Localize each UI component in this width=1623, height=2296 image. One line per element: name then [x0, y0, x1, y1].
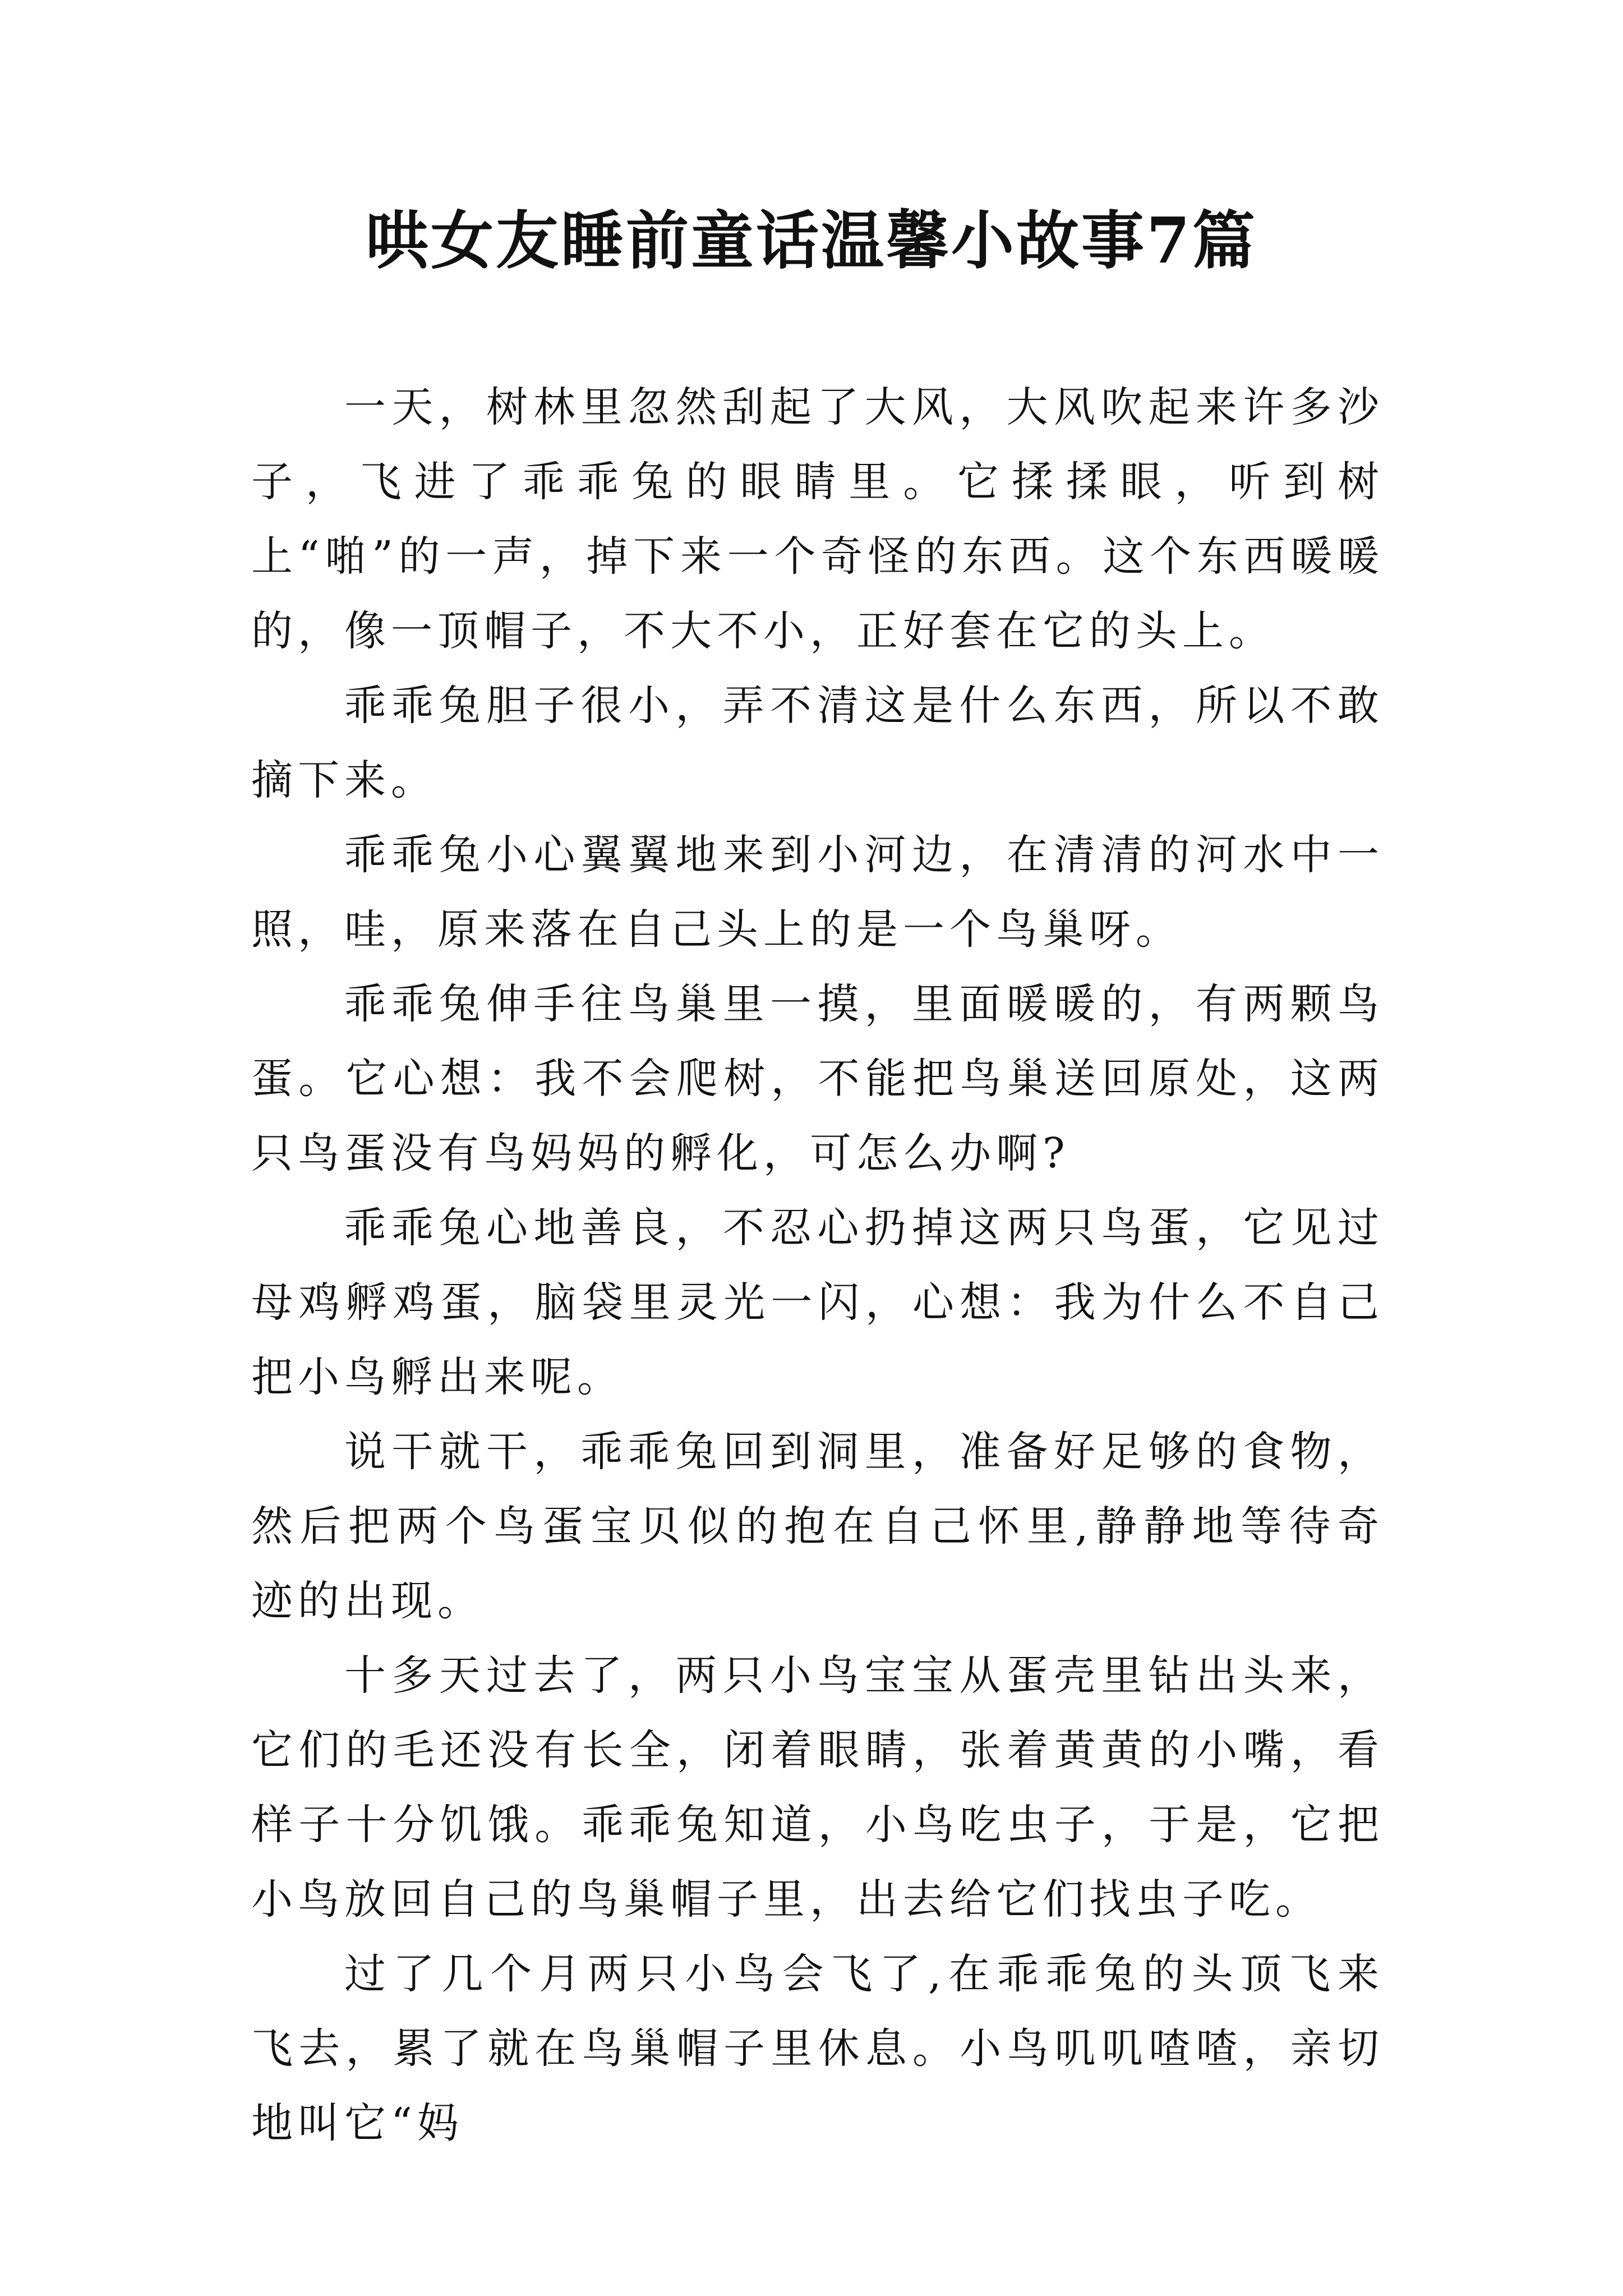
paragraph: 乖乖兔伸手往鸟巢里一摸，里面暖暖的，有两颗鸟蛋。它心想：我不会爬树，不能把鸟巢送回原处，这两只鸟蛋没有鸟妈妈的孵化，可怎么办啊? [251, 980, 1384, 1177]
paragraph: 说干就干，乖乖兔回到洞里，准备好足够的食物，然后把两个鸟蛋宝贝似的抱在自己怀里,静静地等待奇迹的出现。 [251, 1428, 1384, 1625]
paragraph: 乖乖兔心地善良，不忍心扔掉这两只鸟蛋，它见过母鸡孵鸡蛋，脑袋里灵光一闪，心想：我为什么不自己把小鸟孵出来呢。 [251, 1204, 1384, 1401]
document-title: 哄女友睡前童话温馨小故事7篇 [366, 204, 1257, 278]
paragraph: 乖乖兔小心翼翼地来到小河边，在清清的河水中一照，哇，原来落在自己头上的是一个鸟巢呀。 [251, 831, 1384, 954]
paragraph: 过了几个月两只小鸟会飞了,在乖乖兔的头顶飞来飞去，累了就在鸟巢帽子里休息。小鸟叽叽喳喳，亲切地叫它“妈 [251, 1950, 1384, 2147]
paragraph: 乖乖兔胆子很小，弄不清这是什么东西，所以不敢摘下来。 [251, 682, 1384, 804]
paragraph: 一天，树林里忽然刮起了大风，大风吹起来许多沙子，飞进了乖乖兔的眼睛里。它揉揉眼，听到树上“啪”的一声，掉下来一个奇怪的东西。这个东西暖暖的，像一顶帽子，不大不小，正好套在它的头上。 [251, 383, 1384, 655]
document-body [251, 370, 1384, 2161]
paragraph: 十多天过去了，两只小鸟宝宝从蛋壳里钻出头来，它们的毛还没有长全，闭着眼睛，张着黄黄的小嘴，看样子十分饥饿。乖乖兔知道，小鸟吃虫子，于是，它把小鸟放回自己的鸟巢帽子里，出去给它们找虫子吃。 [251, 1651, 1384, 1924]
